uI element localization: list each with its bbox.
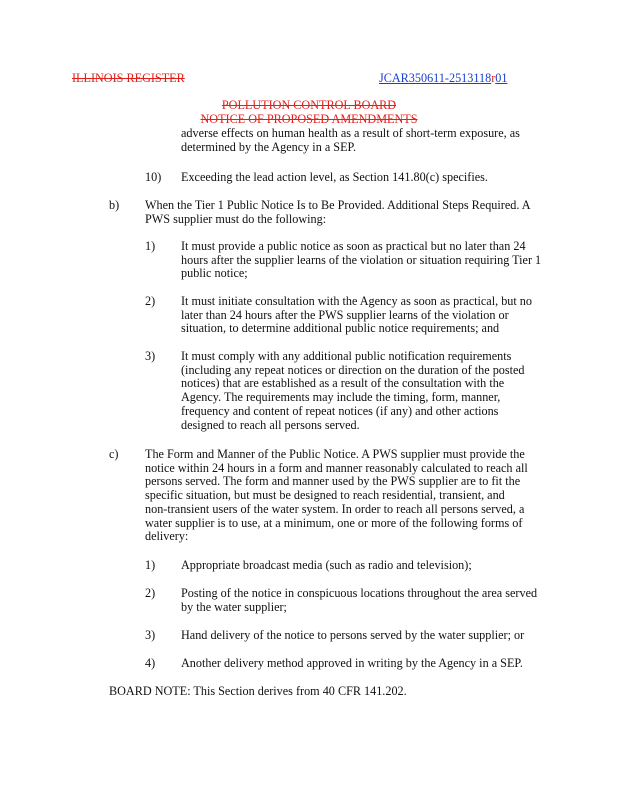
text-line: determined by the Agency in a SEP. [181,139,356,154]
docket-number-insert: r [491,71,496,85]
text-line: frequency and content of repeat notices (if any) and other actions [181,403,499,418]
text-line: It must comply with any additional public notification requirements [181,349,512,363]
item-text [181,587,537,614]
text-line: persons served. The form and manner used by the PWS supplier are to fit the [145,474,521,489]
item-number: 3) [145,628,156,642]
text-line: designed to reach all persons served. [181,417,360,432]
text-line: PWS supplier must do the following: [145,211,327,226]
item-number: 3) [145,349,156,363]
section-b-heading [145,199,531,226]
text-line: water supplier is to use, at a minimum, one or more of the following forms of [145,515,523,530]
item-number: 1) [145,239,156,253]
section-c-paragraph [145,448,528,544]
section-letter: c) [109,447,119,461]
item-number: 4) [145,656,156,670]
item-text [181,350,525,432]
docket-number [379,72,507,86]
text-line: situation, to determine additional public notice requirements; and [181,321,500,336]
item-text: Exceeding the lead action level, as Section 141.80(c) specifies. [181,170,488,184]
item-text: Hand delivery of the notice to persons served by the water supplier; or [181,628,525,642]
text-line: notice within 24 hours in a form and manner reasonably calculated to reach all [145,460,528,475]
text-line: The Form and Manner of the Public Notice. A PWS supplier must provide the [145,447,525,461]
docket-number-tail: 01 [495,71,508,85]
item-text: Another delivery method approved in writing by the Agency in a SEP. [181,656,523,670]
board-note: BOARD NOTE: This Section derives from 40 CFR 141.202. [109,684,407,698]
text-line: by the water supplier; [181,599,287,614]
continued-paragraph [181,127,520,154]
text-line: It must provide a public notice as soon as practical but no later than 24 [181,239,526,253]
item-text [181,240,541,281]
text-line: When the Tier 1 Public Notice Is to Be Provided. Additional Steps Required. A [145,198,531,212]
item-number: 2) [145,294,156,308]
text-line: adverse effects on human health as a result of short-term exposure, as [181,126,520,140]
text-line: specific situation, but must be designed to reach residential, transient, and [145,488,505,503]
journal-header: ILLINOIS REGISTER [72,71,185,85]
item-number: 2) [145,586,156,600]
item-number: 1) [145,558,156,572]
item-number: 10) [145,170,162,184]
text-line: Agency. The requirements may include the timing, form, manner, [181,390,501,405]
text-line: public notice; [181,266,248,281]
notice-title: NOTICE OF PROPOSED AMENDMENTS [200,112,418,126]
text-line: notices) that are established as a result of the consultation with the [181,376,505,391]
agency-title: POLLUTION CONTROL BOARD [221,98,397,112]
docket-number-main: JCAR350611-2513118 [379,71,492,85]
text-line: non-transient users of the water system. In order to reach all persons served, a [145,501,525,516]
text-line: hours after the supplier learns of the violation or situation requiring Tier 1 [181,252,542,267]
text-line: delivery: [145,529,189,544]
text-line: (including any repeat notices or direction on the duration of the posted [181,362,525,377]
item-text [181,295,532,336]
text-line: Posting of the notice in conspicuous locations throughout the area served [181,586,538,600]
item-text: Appropriate broadcast media (such as radio and television); [181,558,472,572]
section-letter: b) [109,198,120,212]
text-line: It must initiate consultation with the Agency as soon as practical, but no [181,294,532,308]
text-line: later than 24 hours after the PWS supplier learns of the violation or [181,307,509,322]
